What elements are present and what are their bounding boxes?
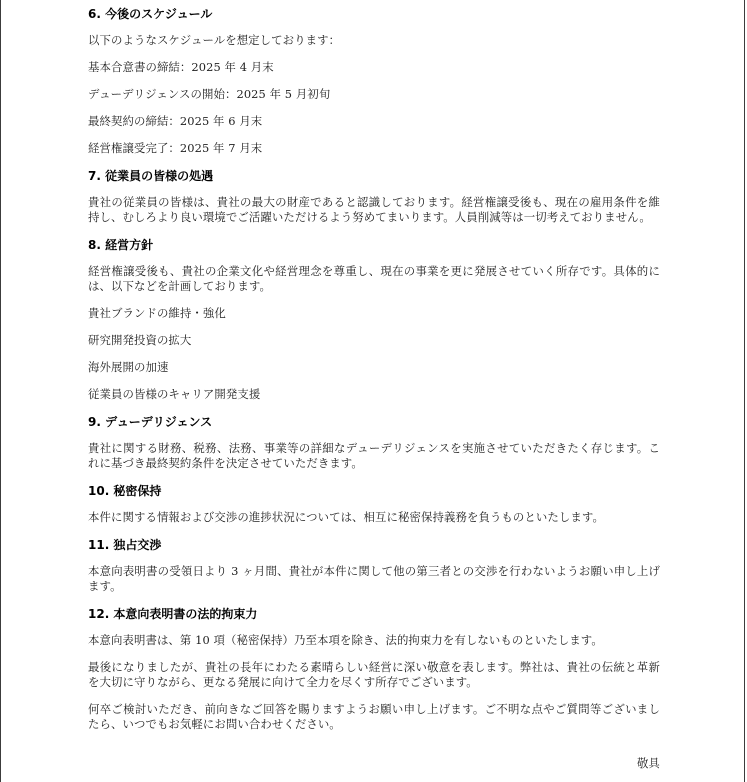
closing-request-paragraph: 何卒ご検討いただき、前向きなご回答を賜りますようお願い申し上げます。ご不明な点やご質問等ございましたら、いつでもお気軽にお問い合わせください。 (88, 702, 660, 731)
section-8-body: 経営権譲受後も、貴社の企業文化や経営理念を尊重し、現在の事業を更に発展させていく所存です。具体的には、以下などを計画しております。 (88, 264, 660, 293)
signoff-text: 敬具 (637, 756, 660, 770)
schedule-item: 経営権譲受完了：2025 年 7 月末 (88, 141, 263, 155)
section-7-body: 貴社の従業員の皆様は、貴社の最大の財産であると認識しております。経営権譲受後も、現在の雇用条件を維持し、むしろより良い環境でご活躍いただけるよう努めてまいります。人員削減等は一切考えておりません。 (88, 195, 660, 224)
section-8-heading: 8. 経営方針 (88, 238, 154, 252)
closing-paragraph: 最後になりましたが、貴社の長年にわたる素晴らしい経営に深い敬意を表します。弊社は、貴社の伝統と革新を大切に守りながら、更なる発展に向けて全力を尽くす所存でございます。 (88, 660, 660, 689)
policy-item: 貴社ブランドの維持・強化 (88, 306, 226, 320)
section-12-body: 本意向表明書は、第 10 項（秘密保持）乃至本項を除き、法的拘束力を有しないものといたします。 (88, 633, 603, 647)
policy-item: 海外展開の加速 (88, 360, 169, 374)
section-11-heading: 11. 独占交渉 (88, 538, 162, 552)
document-body (88, 6, 660, 744)
schedule-item: デューデリジェンスの開始：2025 年 5 月初旬 (88, 87, 331, 101)
section-12-heading: 12. 本意向表明書の法的拘束力 (88, 607, 258, 621)
schedule-item: 最終契約の締結：2025 年 6 月末 (88, 114, 263, 128)
section-9-body: 貴社に関する財務、税務、法務、事業等の詳細なデューデリジェンスを実施させていただきたく存じます。これに基づき最終契約条件を決定させていただきます。 (88, 441, 660, 470)
policy-item: 従業員の皆様のキャリア開発支援 (88, 387, 261, 401)
schedule-item: 基本合意書の締結：2025 年 4 月末 (88, 60, 274, 74)
section-10-body: 本件に関する情報および交渉の進捗状況については、相互に秘密保持義務を負うものといたします。 (88, 510, 604, 524)
schedule-intro: 以下のようなスケジュールを想定しております： (88, 33, 341, 47)
section-7-heading: 7. 従業員の皆様の処遇 (88, 169, 214, 183)
section-9-heading: 9. デューデリジェンス (88, 415, 213, 429)
policy-item: 研究開発投資の拡大 (88, 333, 192, 347)
section-10-heading: 10. 秘密保持 (88, 484, 162, 498)
section-6-heading: 6. 今後のスケジュール (88, 7, 213, 21)
section-11-body: 本意向表明書の受領日より 3 ヶ月間、貴社が本件に関して他の第三者との交渉を行わないようお願い申し上げます。 (88, 564, 660, 593)
